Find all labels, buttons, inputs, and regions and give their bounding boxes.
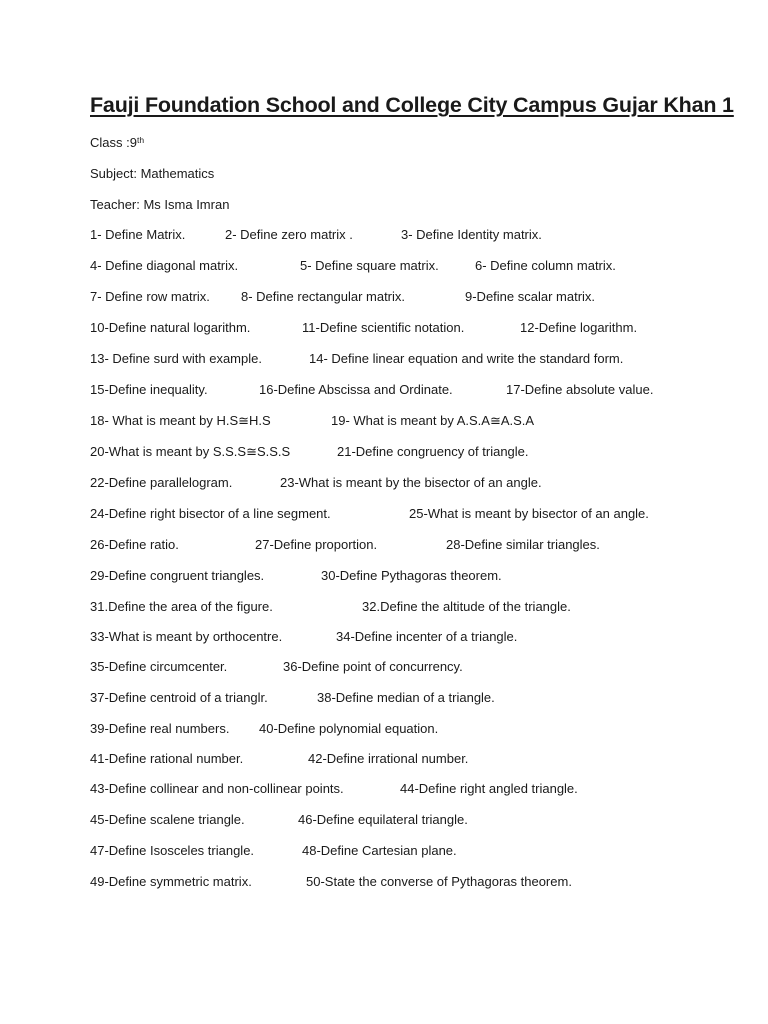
question-item: 35-Define circumcenter.: [90, 659, 228, 674]
class-line: [90, 135, 144, 151]
question-item: 5- Define square matrix.: [300, 258, 439, 273]
question-row: [0, 351, 768, 367]
question-item: 18- What is meant by H.S≅H.S: [90, 413, 271, 428]
question-item: 4- Define diagonal matrix.: [90, 258, 239, 273]
question-row: [0, 289, 768, 305]
question-row: [0, 843, 768, 859]
question-item: 32.Define the altitude of the triangle.: [362, 599, 571, 614]
question-row: [0, 659, 768, 675]
question-row: [0, 629, 768, 645]
question-item: 8- Define rectangular matrix.: [241, 289, 406, 304]
question-row: [0, 475, 768, 491]
question-item: 37-Define centroid of a trianglr.: [90, 690, 268, 705]
question-item: 10-Define natural logarithm.: [90, 320, 251, 335]
question-item: 15-Define inequality.: [90, 382, 208, 397]
question-item: 38-Define median of a triangle.: [317, 690, 495, 705]
question-item: 40-Define polynomial equation.: [259, 721, 439, 736]
question-item: 50-State the converse of Pythagoras theorem.: [306, 874, 572, 889]
question-item: 11-Define scientific notation.: [302, 320, 465, 335]
question-item: 44-Define right angled triangle.: [400, 781, 578, 796]
question-item: 14- Define linear equation and write the standard form.: [309, 351, 624, 366]
question-row: [0, 382, 768, 398]
question-item: 22-Define parallelogram.: [90, 475, 233, 490]
question-item: 21-Define congruency of triangle.: [337, 444, 529, 459]
question-item: 27-Define proportion.: [255, 537, 378, 552]
question-item: 16-Define Abscissa and Ordinate.: [259, 382, 453, 397]
question-item: 20-What is meant by S.S.S≅S.S.S: [90, 444, 291, 459]
question-item: 30-Define Pythagoras theorem.: [321, 568, 502, 583]
question-row: [0, 751, 768, 767]
question-item: 39-Define real numbers.: [90, 721, 230, 736]
question-item: 24-Define right bisector of a line segment.: [90, 506, 331, 521]
question-item: 26-Define ratio.: [90, 537, 179, 552]
question-row: [0, 413, 768, 429]
question-item: 36-Define point of concurrency.: [283, 659, 463, 674]
question-item: 2- Define zero matrix .: [225, 227, 353, 242]
question-row: [0, 721, 768, 737]
question-row: [0, 812, 768, 828]
question-row: [0, 781, 768, 797]
question-item: 3- Define Identity matrix.: [401, 227, 542, 242]
question-item: 31.Define the area of the figure.: [90, 599, 273, 614]
question-item: 42-Define irrational number.: [308, 751, 469, 766]
question-item: 13- Define surd with example.: [90, 351, 262, 366]
teacher-line: Teacher: Ms Isma Imran: [90, 197, 230, 212]
subject-line: Subject: Mathematics: [90, 166, 215, 181]
question-item: 47-Define Isosceles triangle.: [90, 843, 255, 858]
document-title: Fauji Foundation School and College City Campus Gujar Khan 1: [90, 93, 734, 117]
question-row: [0, 537, 768, 553]
question-row: [0, 874, 768, 890]
question-item: 48-Define Cartesian plane.: [302, 843, 457, 858]
question-row: [0, 227, 768, 243]
question-item: 25-What is meant by bisector of an angle.: [409, 506, 649, 521]
question-item: 28-Define similar triangles.: [446, 537, 600, 552]
question-row: [0, 599, 768, 615]
question-item: 9-Define scalar matrix.: [465, 289, 596, 304]
question-row: [0, 320, 768, 336]
question-item: 49-Define symmetric matrix.: [90, 874, 252, 889]
question-row: [0, 258, 768, 274]
question-item: 6- Define column matrix.: [475, 258, 616, 273]
question-item: 45-Define scalene triangle.: [90, 812, 245, 827]
question-item: 17-Define absolute value.: [506, 382, 654, 397]
question-item: 1- Define Matrix.: [90, 227, 186, 242]
question-row: [0, 690, 768, 706]
question-row: [0, 568, 768, 584]
question-item: 43-Define collinear and non-collinear points.: [90, 781, 344, 796]
question-item: 19- What is meant by A.S.A≅A.S.A: [331, 413, 535, 428]
question-row: [0, 444, 768, 460]
question-item: 7- Define row matrix.: [90, 289, 210, 304]
question-item: 34-Define incenter of a triangle.: [336, 629, 518, 644]
question-item: 23-What is meant by the bisector of an angle.: [280, 475, 542, 490]
question-item: 12-Define logarithm.: [520, 320, 638, 335]
question-item: 41-Define rational number.: [90, 751, 244, 766]
question-item: 33-What is meant by orthocentre.: [90, 629, 283, 644]
question-item: 46-Define equilateral triangle.: [298, 812, 468, 827]
question-row: [0, 506, 768, 522]
class-label: Class :9: [90, 135, 137, 150]
question-item: 29-Define congruent triangles.: [90, 568, 265, 583]
class-superscript: th: [136, 135, 145, 145]
